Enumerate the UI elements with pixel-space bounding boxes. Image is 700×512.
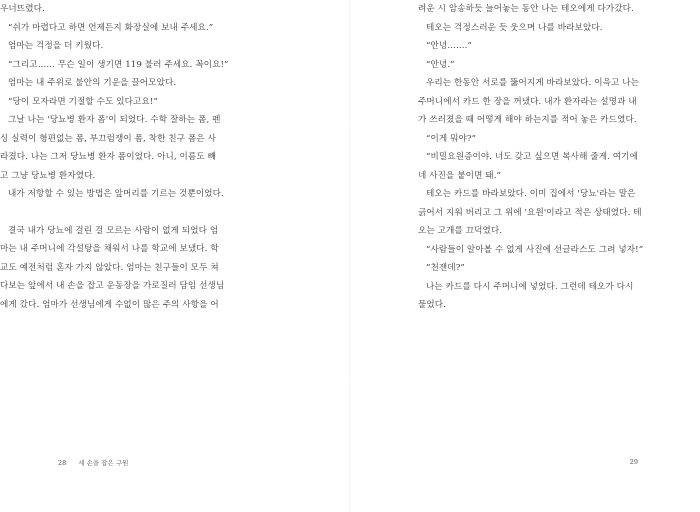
text-line: 내가 저항할 수 있는 방법은 앞머리를 기르는 것뿐이었다.	[8, 189, 224, 199]
right-page-text	[418, 0, 643, 315]
text-line: “안녕…….”	[426, 41, 473, 51]
text-line: 라졌다. 나는 그저 당뇨병 환자 폼이었다. 아니, 이름도 빼	[0, 152, 216, 162]
text-line: “당이 모자라면 기절할 수도 있다고요!”	[8, 96, 158, 107]
left-page-footer	[58, 458, 128, 467]
text-line: 물었다.	[418, 300, 447, 310]
text-line: 싱 실력이 형편없는 폼, 부끄럼쟁이 폼, 착한 친구 폼은 사	[0, 133, 216, 144]
text-line: 나는 카드를 다시 주머니에 넣었다. 그런데 테오가 다시	[426, 281, 634, 292]
running-title: 세 손을 잡은 구원	[78, 459, 129, 467]
text-line: 오는 고개를 끄덕였다.	[418, 226, 503, 236]
text-line: 긁어서 지워 버리고 그 위에 '요원'이라고 적은 상태였다. 테	[418, 207, 642, 218]
text-line: 우리는 한동안 서로를 뚫어지게 바라보았다. 이윽고 나는	[426, 78, 640, 88]
right-page-footer	[630, 458, 638, 466]
right-page-number: 29	[629, 458, 638, 466]
text-line: “비밀요원증이야. 너도 갖고 싶으면 복사해 줄게. 여기에	[426, 152, 638, 162]
text-line: “천잰데?”	[426, 263, 465, 273]
text-line: 엄마는 내 주위로 불안의 기운을 끌어모았다.	[8, 78, 177, 88]
text-line: 주머니에서 카드 한 장을 꺼냈다. 내가 환자라는 설명과 내	[418, 96, 637, 107]
text-line: 결국 내가 당뇨에 걸린 걸 모르는 사람이 없게 되었다 엄	[8, 225, 219, 236]
text-line: “그리고…… 무슨 일이 생기면 119 불러 주세요. 꼭이요!”	[8, 59, 229, 70]
text-line: 우너뜨렸다.	[0, 4, 45, 14]
text-line: 교도 예전처럼 혼자 가지 않았다. 엄마는 친구들이 모두 쳐	[0, 262, 219, 273]
text-line: “이게 뭐야?”	[426, 133, 477, 144]
text-line: 네 사진을 붙이면 돼.”	[418, 170, 502, 181]
text-line: 가 쓰러졌을 때 어떻게 해야 하는지를 적어 놓은 카드였다.	[418, 115, 637, 125]
text-line: 마는 내 주머니에 각설탕을 채워서 나를 학교에 보냈다. 학	[0, 244, 219, 254]
text-line: 테오는 걱정스러운 듯 웃으며 나를 바라보았다.	[426, 22, 603, 33]
text-line: 그날 나는 '당뇨병 환자 폼'이 되었다. 수학 잘하는 폼, 펜	[8, 115, 221, 125]
text-line: 려운 시 암송하듯 늘어놓는 동안 나는 테오에게 다가갔다.	[418, 4, 634, 14]
text-line: “쉬가 마렵다고 하면 언제든지 화장실에 보내 주세요.”	[8, 22, 214, 33]
text-line	[0, 204, 229, 222]
text-line: 테오는 카드를 바라보았다. 이미 집에서 '당뇨'라는 말은	[426, 189, 636, 199]
left-page-text	[0, 0, 229, 314]
text-line: 에게 갔다. 엄마가 선생님에게 수없이 많은 주의 사항을 어	[0, 299, 219, 310]
text-line: “사람들이 알아볼 수 없게 사진에 선글라스도 그려 넣자!”	[426, 244, 644, 255]
left-page-number: 28	[58, 459, 67, 467]
text-line: 다보는 앞에서 내 손을 잡고 운동장을 가로질러 담임 선생님	[0, 281, 225, 291]
text-line: “안녕.”	[426, 59, 455, 70]
text-line: 엄마는 걱정을 더 키웠다.	[8, 41, 104, 51]
text-line: 고 그냥 당뇨병 환자였다.	[0, 170, 96, 181]
